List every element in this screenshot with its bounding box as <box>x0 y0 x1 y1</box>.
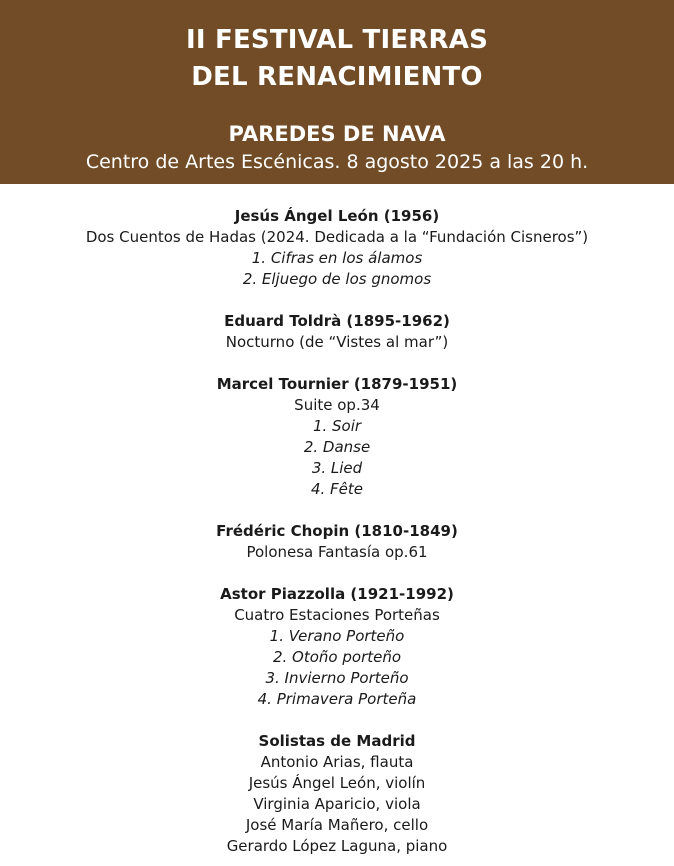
program-item <box>0 521 674 563</box>
soloists-heading: Solistas de Madrid <box>258 732 416 750</box>
soloist: José María Mañero, cello <box>245 816 429 834</box>
program-item <box>0 206 674 290</box>
concert-program <box>0 206 674 857</box>
work-title: Dos Cuentos de Hadas (2024. Dedicada a la “Fundación Cisneros”) <box>85 228 589 246</box>
movement: 3. Invierno Porteño <box>265 669 409 687</box>
composer-name: Frédéric Chopin (1810-1849) <box>216 522 458 540</box>
program-item <box>0 311 674 353</box>
venue-date-time: Centro de Artes Escénicas. 8 agosto 2025 a las 20 h. <box>85 151 589 173</box>
soloist: Gerardo López Laguna, piano <box>226 837 448 855</box>
soloists-section <box>0 731 674 857</box>
soloist: Virginia Aparicio, viola <box>253 795 421 813</box>
movement: 4. Primavera Porteña <box>257 690 417 708</box>
soloist: Jesús Ángel León, violín <box>248 774 426 792</box>
header-banner <box>0 0 674 184</box>
composer-name: Astor Piazzolla (1921-1992) <box>220 585 454 603</box>
work-title: Nocturno (de “Vistes al mar”) <box>225 333 449 351</box>
movement: 1. Soir <box>312 417 362 435</box>
work-title: Cuatro Estaciones Porteñas <box>234 606 440 624</box>
composer-name: Eduard Toldrà (1895-1962) <box>224 312 450 330</box>
movement: 2. Otoño porteño <box>272 648 402 666</box>
movement: 3. Lied <box>311 459 363 477</box>
work-title: Polonesa Fantasía op.61 <box>246 543 428 561</box>
movement: 2. Danse <box>303 438 371 456</box>
festival-title-line-1: II FESTIVAL TIERRAS <box>185 25 488 55</box>
movement: 1. Cifras en los álamos <box>251 249 423 267</box>
composer-name: Marcel Tournier (1879-1951) <box>216 375 458 393</box>
work-title: Suite op.34 <box>294 396 380 414</box>
movement: 1. Verano Porteño <box>269 627 405 645</box>
soloist: Antonio Arias, flauta <box>260 753 414 771</box>
program-item <box>0 584 674 710</box>
program-item <box>0 374 674 500</box>
festival-title-line-2: DEL RENACIMIENTO <box>191 62 483 92</box>
festival-title <box>0 22 674 96</box>
composer-name: Jesús Ángel León (1956) <box>234 207 440 225</box>
movement: 4. Fête <box>310 480 364 498</box>
venue-city: PAREDES DE NAVA <box>228 122 446 146</box>
movement: 2. Eljuego de los gnomos <box>242 270 432 288</box>
